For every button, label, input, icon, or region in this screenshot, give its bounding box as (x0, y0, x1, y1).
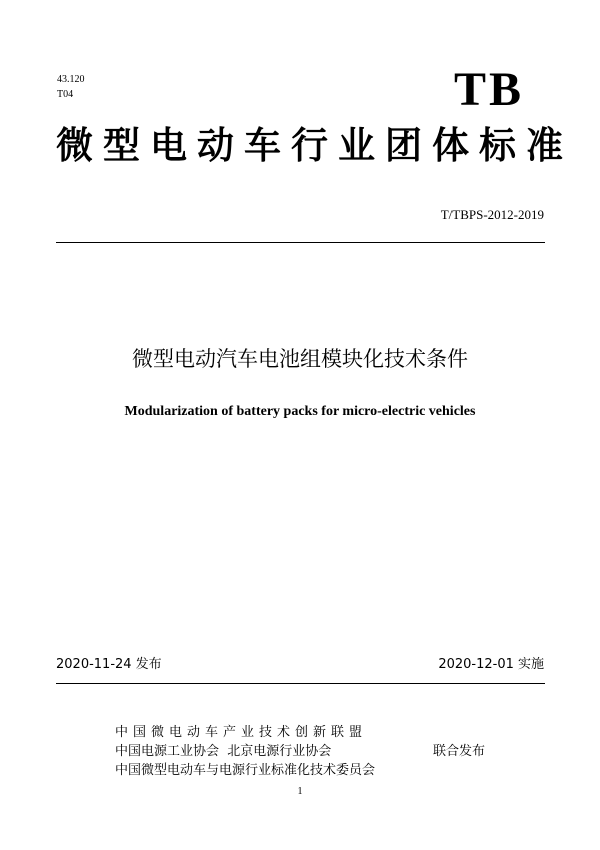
bottom-divider (56, 683, 545, 684)
title-chinese: 微型电动汽车电池组模块化技术条件 (132, 347, 468, 371)
top-divider (56, 242, 545, 243)
title-english: Modularization of battery packs for micro-electric vehicles (124, 404, 476, 419)
ccs-code: T04 (57, 89, 74, 100)
standard-type-heading: 微型电动车行业团体标准 (56, 123, 573, 167)
ics-code: 43.120 (57, 74, 85, 85)
implementation-date: 2020-12-01 实施 (438, 657, 544, 672)
standard-number: T/TBPS-2012-2019 (440, 207, 544, 222)
issue-date: 2020-11-24 发布 (56, 657, 162, 672)
issuer-line: 中国微电动车产业技术创新联盟 (115, 725, 368, 740)
issuer-line: 中国电源工业协会 北京电源行业协会 (115, 744, 332, 759)
issuer-line: 中国微型电动车与电源行业标准化技术委员会 (115, 763, 376, 778)
page-number: 1 (297, 786, 303, 797)
joint-release-label: 联合发布 (433, 744, 486, 759)
tb-logo: TB (454, 63, 525, 116)
